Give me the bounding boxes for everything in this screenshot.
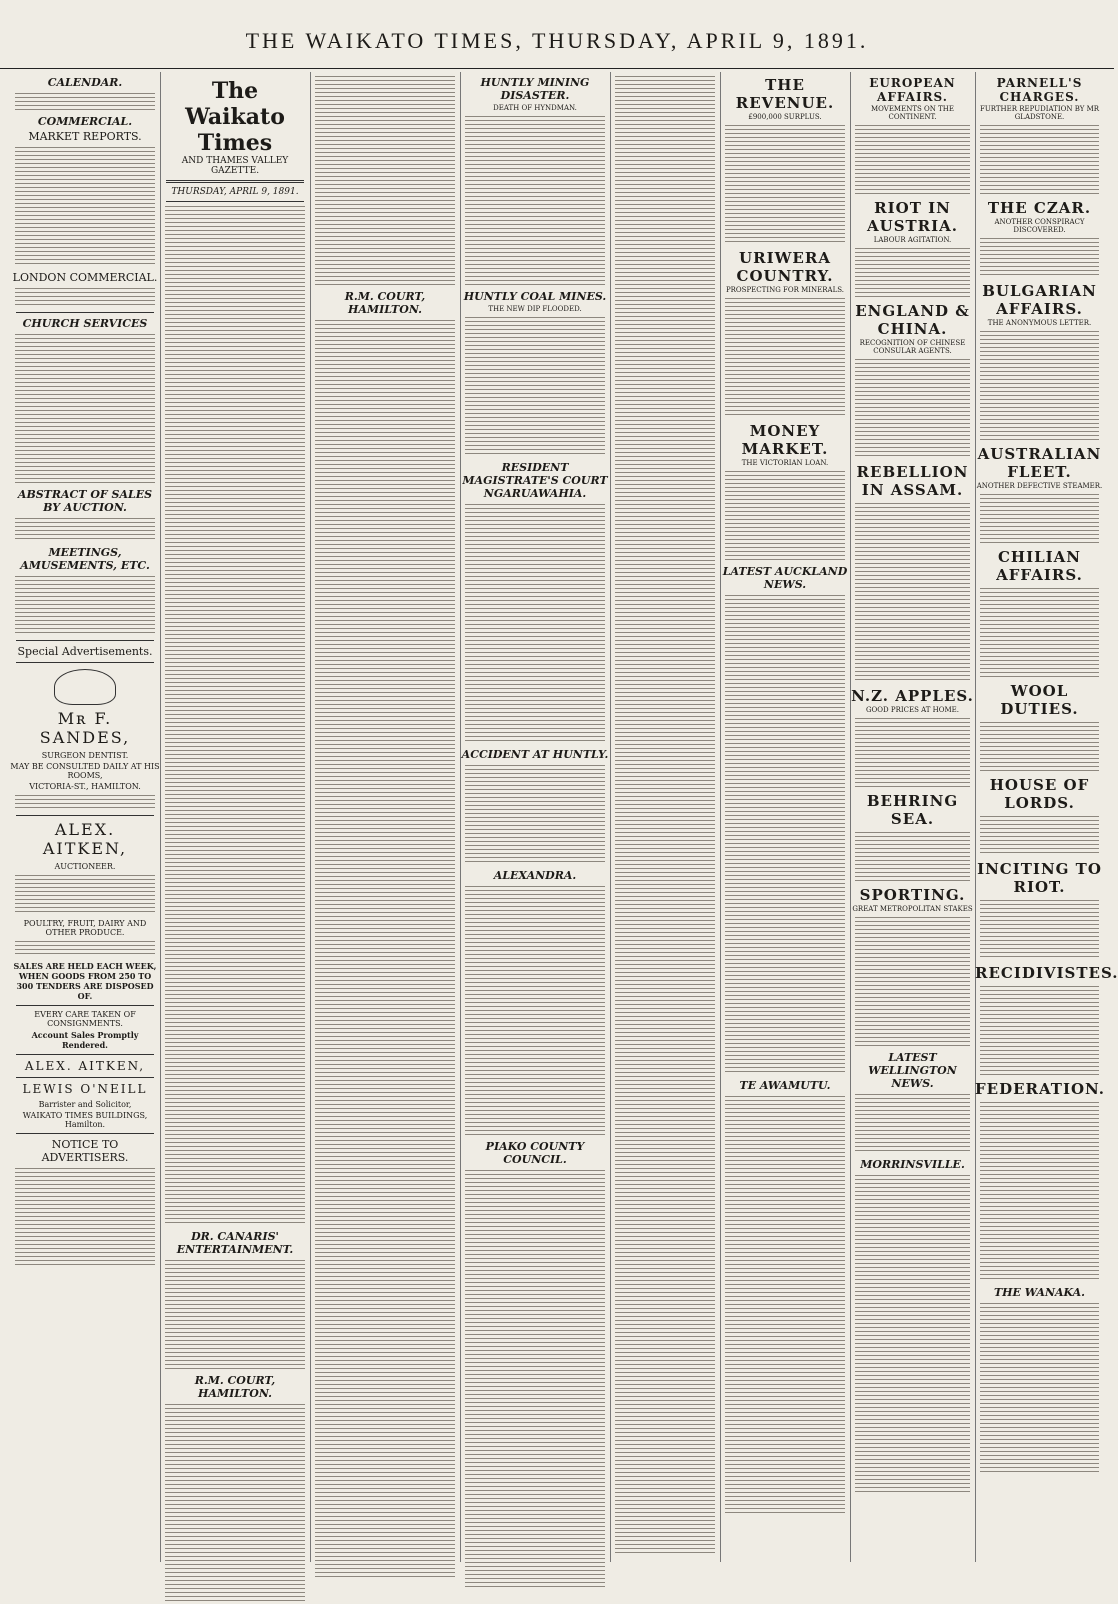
- behring-sea-heading: BEHRING SEA.: [866, 792, 959, 828]
- recidivistes-heading: RECIDIVISTES.: [975, 964, 1118, 982]
- czar-heading: THE CZAR.: [987, 199, 1092, 217]
- notice-heading: NOTICE TO ADVERTISERS.: [41, 1138, 129, 1164]
- lawyer-title: Barrister and Solicitor,: [38, 1100, 132, 1109]
- special-ads-heading: Special Advertisements.: [17, 645, 153, 658]
- column-6: [720, 72, 851, 1562]
- uriwera-subheading: PROSPECTING FOR MINERALS.: [725, 286, 845, 294]
- revenue-subheading: £900,000 SURPLUS.: [748, 113, 822, 121]
- wool-duties-heading: WOOL DUTIES.: [1000, 682, 1079, 718]
- hyndman-death-subheading: DEATH OF HYNDMAN.: [493, 104, 577, 112]
- masthead-title: THE WAIKATO TIMES, THURSDAY, APRIL 9, 1891.: [245, 28, 869, 53]
- auctioneer-name-2: ALEX. AITKEN,: [24, 1059, 146, 1073]
- alexandra-heading: ALEXANDRA.: [493, 869, 577, 882]
- riot-austria-heading: RIOT IN AUSTRIA.: [866, 199, 959, 235]
- sporting-heading: SPORTING.: [859, 886, 966, 904]
- column-5: [610, 72, 721, 1562]
- uriwera-heading: URIWERA COUNTRY.: [736, 249, 834, 285]
- paper-subtitle: AND THAMES VALLEY GAZETTE.: [181, 156, 289, 176]
- market-reports-heading: MARKET REPORTS.: [28, 130, 142, 143]
- paper-date: THURSDAY, APRIL 9, 1891.: [171, 187, 299, 197]
- column-3: [310, 72, 461, 1562]
- accident-huntly-heading: ACCIDENT AT HUNTLY.: [461, 748, 609, 761]
- parnell-subheading: FURTHER REPUDIATION BY MR GLADSTONE.: [979, 105, 1100, 121]
- account-sales: Account Sales Promptly Rendered.: [31, 1030, 139, 1050]
- canaris-heading: DR. CANARIS' ENTERTAINMENT.: [176, 1230, 294, 1256]
- european-affairs-heading: EUROPEAN AFFAIRS.: [869, 76, 956, 104]
- australian-fleet-subheading: ANOTHER DEFECTIVE STEAMER.: [976, 482, 1103, 490]
- huntly-disaster-heading: HUNTLY MINING DISASTER.: [480, 76, 590, 102]
- nz-apples-subheading: GOOD PRICES AT HOME.: [865, 706, 960, 714]
- nz-apples-heading: N.Z. APPLES.: [851, 687, 974, 705]
- england-china-subheading: RECOGNITION OF CHINESE CONSULAR AGENTS.: [859, 339, 966, 355]
- masthead: [0, 28, 1114, 69]
- care-taken: EVERY CARE TAKEN OF CONSIGNMENTS.: [34, 1010, 136, 1028]
- dentist-emblem-icon: [54, 669, 116, 705]
- house-of-lords-heading: HOUSE OF LORDS.: [989, 776, 1090, 812]
- auckland-news-heading: LATEST AUCKLAND NEWS.: [722, 565, 848, 591]
- lawyer-address: WAIKATO TIMES BUILDINGS, Hamilton.: [22, 1111, 148, 1129]
- huntly-coal-heading: HUNTLY COAL MINES.: [463, 290, 607, 303]
- sales-note: SALES ARE HELD EACH WEEK, WHEN GOODS FROM 250 TO 300 TENDERS ARE DISPOSED OF.: [13, 961, 157, 1001]
- parnell-heading: PARNELL'S CHARGES.: [996, 76, 1083, 104]
- te-awamutu-heading: TE AWAMUTU.: [739, 1079, 831, 1092]
- columns: [10, 72, 1118, 1562]
- european-affairs-subheading: MOVEMENTS ON THE CONTINENT.: [870, 105, 954, 121]
- chilian-heading: CHILIAN AFFAIRS.: [996, 548, 1083, 584]
- riot-austria-subheading: LABOUR AGITATION.: [873, 236, 952, 244]
- auctioneer-name: ALEX. AITKEN,: [42, 820, 128, 858]
- rm-court-hamilton-heading: R.M. COURT, HAMILTON.: [194, 1374, 276, 1400]
- sporting-subheading: GREAT METROPOLITAN STAKES: [852, 905, 973, 913]
- dentist-address: VICTORIA-ST., HAMILTON.: [29, 782, 141, 791]
- rm-court-heading: R.M. COURT, HAMILTON.: [344, 290, 426, 316]
- produce-line: POULTRY, FRUIT, DAIRY AND OTHER PRODUCE.: [23, 919, 147, 937]
- piako-council-heading: PIAKO COUNTY COUNCIL.: [485, 1140, 585, 1166]
- money-market-subheading: THE VICTORIAN LOAN.: [741, 459, 829, 467]
- wellington-news-heading: LATEST WELLINGTON NEWS.: [868, 1051, 957, 1090]
- meetings-heading: MEETINGS, AMUSEMENTS, ETC.: [20, 546, 150, 572]
- paper-name: The Waikato Times: [185, 78, 285, 156]
- money-market-heading: MONEY MARKET.: [741, 422, 829, 458]
- calendar-heading: CALENDAR.: [47, 76, 123, 89]
- dentist-line: MAY BE CONSULTED DAILY AT HIS ROOMS,: [10, 762, 160, 780]
- england-china-heading: ENGLAND & CHINA.: [855, 302, 970, 338]
- auctioneer-title: AUCTIONEER.: [54, 862, 116, 871]
- federation-heading: FEDERATION.: [975, 1080, 1106, 1098]
- resident-magistrate-heading: RESIDENT MAGISTRATE'S COURT NGARUAWAHIA.: [462, 461, 608, 500]
- column-8: [975, 72, 1118, 1562]
- new-dip-subheading: THE NEW DIP FLOODED.: [488, 305, 582, 313]
- london-commercial-heading: LONDON COMMERCIAL.: [12, 271, 158, 284]
- assam-heading: REBELLION IN ASSAM.: [856, 463, 969, 499]
- commercial-heading: COMMERCIAL.: [37, 115, 133, 128]
- abstract-sales-heading: ABSTRACT OF SALES BY AUCTION.: [17, 488, 153, 514]
- revenue-heading: THE REVENUE.: [735, 76, 835, 112]
- column-4: [460, 72, 611, 1562]
- bulgarian-heading: BULGARIAN AFFAIRS.: [982, 282, 1097, 318]
- dentist-name: Mʀ F. SANDES,: [39, 709, 131, 747]
- church-services-heading: CHURCH SERVICES: [22, 317, 148, 330]
- morrinsville-heading: MORRINSVILLE.: [860, 1158, 965, 1171]
- lawyer-name: LEWIS O'NEILL: [22, 1082, 148, 1096]
- column-2: [160, 72, 311, 1562]
- column-7: [850, 72, 976, 1562]
- column-1: [10, 72, 161, 1562]
- bulgarian-subheading: THE ANONYMOUS LETTER.: [987, 319, 1092, 327]
- australian-fleet-heading: AUSTRALIAN FLEET.: [977, 445, 1102, 481]
- wanaka-heading: THE WANAKA.: [993, 1286, 1086, 1299]
- czar-subheading: ANOTHER CONSPIRACY DISCOVERED.: [994, 218, 1085, 234]
- dentist-title: SURGEON DENTIST.: [41, 751, 129, 760]
- inciting-riot-heading: INCITING TO RIOT.: [977, 860, 1102, 896]
